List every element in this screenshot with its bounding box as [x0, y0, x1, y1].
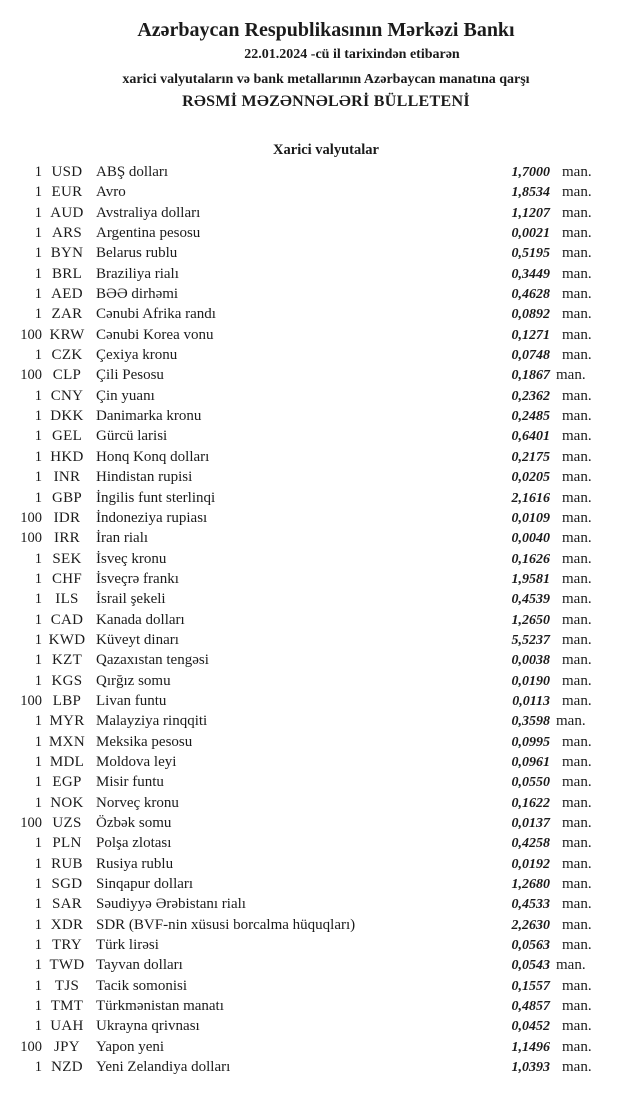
currency-code: HKD: [50, 448, 84, 465]
currency-name: Ukrayna qrivnası: [96, 1018, 200, 1035]
unit-quantity: 1: [34, 286, 42, 303]
currency-row: [0, 223, 620, 243]
exchange-rate-value: 2,1616: [511, 490, 550, 506]
unit-quantity: 100: [20, 326, 42, 343]
manat-unit-label: man.: [562, 977, 592, 994]
currency-row: [0, 833, 620, 853]
exchange-rate-value: 1,1207: [511, 205, 550, 221]
unit-quantity: 1: [34, 672, 42, 689]
currency-row: [0, 732, 620, 752]
unit-quantity: 1: [34, 184, 42, 201]
currency-name: Çin yuanı: [96, 387, 155, 404]
currency-code: MXN: [49, 733, 85, 750]
manat-unit-label: man.: [562, 652, 592, 669]
exchange-rate-value: 0,6401: [511, 429, 550, 445]
manat-unit-label: man.: [562, 530, 592, 547]
exchange-rate-value: 0,0961: [511, 754, 550, 770]
currency-row: [0, 752, 620, 772]
manat-unit-label: man.: [562, 428, 592, 445]
exchange-rate-value: 0,0563: [511, 938, 550, 954]
currency-code: USD: [51, 164, 83, 180]
unit-quantity: 1: [34, 977, 42, 994]
manat-unit-label: man.: [562, 855, 592, 872]
currency-code: LBP: [52, 692, 82, 709]
manat-unit-label: man.: [562, 611, 592, 628]
manat-unit-label: man.: [562, 753, 592, 770]
exchange-rate-value: 0,0892: [511, 307, 550, 323]
exchange-rate-value: 0,4258: [511, 836, 550, 852]
currency-name: İsrail şekeli: [96, 591, 166, 608]
currency-row: [0, 1016, 620, 1036]
unit-quantity: 1: [34, 753, 42, 770]
exchange-rate-value: 0,1867: [511, 368, 550, 384]
manat-unit-label: man.: [562, 387, 592, 404]
manat-unit-label: man.: [562, 570, 592, 587]
currency-name: Tacik somonisi: [96, 977, 188, 994]
currency-name: Polşa zlotası: [96, 835, 172, 852]
currency-name: Sinqapur dolları: [96, 876, 194, 893]
currency-row: [0, 508, 620, 528]
exchange-rate-value: 0,1271: [511, 327, 550, 343]
manat-unit-label: man.: [562, 631, 592, 648]
unit-quantity: 1: [34, 489, 42, 506]
rates-table: [0, 162, 620, 1077]
currency-code: NOK: [50, 794, 84, 811]
currency-code: MDL: [49, 753, 85, 770]
currency-name: Moldova leyi: [96, 753, 177, 770]
currency-name: Qazaxıstan tengəsi: [96, 652, 209, 669]
manat-unit-label: man.: [562, 184, 592, 201]
currency-name: Çili Pesosu: [96, 367, 164, 384]
currency-code: BYN: [50, 245, 84, 262]
currency-name: Səudiyyə Ərəbistanı rialı: [96, 896, 246, 913]
manat-unit-label: man.: [562, 815, 592, 831]
exchange-rate-value: 0,4533: [511, 897, 550, 913]
exchange-rate-value: 0,0040: [511, 531, 550, 547]
unit-quantity: 1: [34, 916, 42, 933]
subject-line: xarici valyutaların və bank metallarının Azərbaycan manatına qarşı: [122, 72, 530, 87]
unit-quantity: 1: [34, 448, 42, 465]
exchange-rate-value: 5,5237: [511, 632, 550, 648]
currency-code: INR: [53, 469, 81, 486]
manat-unit-label: man.: [562, 591, 592, 608]
unit-quantity: 100: [20, 367, 42, 384]
unit-quantity: 1: [34, 733, 42, 750]
unit-quantity: 1: [34, 713, 42, 730]
currency-name: Kanada dolları: [96, 611, 185, 628]
unit-quantity: 100: [20, 815, 42, 831]
effective-date-line: 22.01.2024 -cü il tarixindən etibarən: [244, 47, 460, 62]
exchange-rate-value: 0,0452: [511, 1019, 550, 1035]
currency-name: Danimarka kronu: [96, 408, 202, 425]
currency-name: Qırğız somu: [96, 672, 171, 689]
currency-row: [0, 1057, 620, 1077]
unit-quantity: 1: [34, 306, 42, 323]
unit-quantity: 100: [20, 530, 42, 547]
currency-name: Özbək somu: [96, 815, 172, 831]
currency-name: Meksika pesosu: [96, 733, 193, 750]
unit-quantity: 1: [34, 428, 42, 445]
manat-unit-label: man.: [562, 326, 592, 343]
currency-code: UAH: [50, 1018, 84, 1035]
currency-name: Avstraliya dolları: [96, 204, 201, 221]
exchange-rate-value: 0,0543: [511, 958, 550, 974]
currency-name: Braziliya rialı: [96, 265, 179, 282]
currency-row: [0, 955, 620, 975]
manat-unit-label: man.: [562, 448, 592, 465]
currency-row: [0, 467, 620, 487]
currency-code: SAR: [51, 896, 83, 913]
currency-code: GBP: [51, 489, 83, 506]
currency-code: RUB: [51, 855, 83, 872]
unit-quantity: 1: [34, 937, 42, 954]
exchange-rate-value: 0,3449: [511, 266, 550, 282]
currency-name: Çexiya kronu: [96, 347, 178, 364]
exchange-rate-value: 0,0190: [511, 673, 550, 689]
currency-code: SGD: [51, 876, 83, 893]
currency-row: [0, 304, 620, 324]
currency-name: Avro: [96, 184, 126, 201]
currency-row: [0, 426, 620, 446]
exchange-rate-value: 1,1496: [511, 1039, 550, 1055]
currency-code: XDR: [50, 916, 84, 933]
currency-code: EGP: [52, 774, 82, 791]
currency-row: [0, 935, 620, 955]
currency-row: [0, 162, 620, 182]
unit-quantity: 1: [34, 998, 42, 1015]
manat-unit-label: man.: [562, 306, 592, 323]
manat-unit-label: man.: [562, 245, 592, 262]
currency-name: Livan funtu: [96, 692, 167, 709]
currency-code: CAD: [50, 611, 84, 628]
currency-code: BRL: [51, 265, 83, 282]
unit-quantity: 1: [34, 164, 42, 180]
exchange-rate-value: 1,2680: [511, 877, 550, 893]
currency-code: AUD: [50, 204, 84, 221]
manat-unit-label: man.: [562, 204, 592, 221]
unit-quantity: 1: [34, 794, 42, 811]
currency-row: [0, 711, 620, 731]
currency-row: [0, 915, 620, 935]
exchange-rate-value: 0,1626: [511, 551, 550, 567]
manat-unit-label: man.: [562, 225, 592, 242]
bank-title: Azərbaycan Respublikasının Mərkəzi Bankı: [137, 19, 515, 41]
currency-code: SEK: [52, 550, 82, 567]
exchange-rate-value: 0,0021: [511, 226, 550, 242]
exchange-rate-value: 0,2485: [511, 409, 550, 425]
currency-name: Yeni Zelandiya dolları: [96, 1059, 231, 1076]
exchange-rate-value: 0,4539: [511, 592, 550, 608]
currency-code: ILS: [55, 591, 79, 608]
exchange-rate-value: 0,0205: [511, 470, 550, 486]
currency-code: NZD: [51, 1059, 83, 1076]
currency-code: DKK: [50, 408, 84, 425]
currency-row: [0, 610, 620, 630]
manat-unit-label: man.: [562, 408, 592, 425]
currency-row: [0, 589, 620, 609]
unit-quantity: 1: [34, 611, 42, 628]
currency-row: [0, 325, 620, 345]
manat-unit-label: man.: [562, 469, 592, 486]
currency-code: PLN: [52, 835, 82, 852]
currency-row: [0, 650, 620, 670]
unit-quantity: 1: [34, 225, 42, 242]
exchange-rate-value: 0,5195: [511, 246, 550, 262]
currency-code: IRR: [54, 530, 80, 547]
currency-code: ARS: [51, 225, 83, 242]
currency-row: [0, 976, 620, 996]
currency-code: TMT: [50, 998, 84, 1015]
manat-unit-label: man.: [562, 998, 592, 1015]
currency-row: [0, 1037, 620, 1057]
currency-code: AED: [51, 286, 83, 303]
currency-code: GEL: [51, 428, 83, 445]
manat-unit-label: man.: [562, 1059, 592, 1076]
currency-code: KZT: [51, 652, 83, 669]
currency-name: İngilis funt sterlinqi: [96, 489, 216, 506]
currency-code: CHF: [51, 570, 83, 587]
currency-name: Misir funtu: [96, 774, 164, 791]
exchange-rate-value: 0,0192: [511, 856, 550, 872]
currency-name: İran rialı: [96, 530, 149, 547]
currency-name: ABŞ dolları: [96, 164, 169, 180]
exchange-rate-value: 1,9581: [511, 571, 550, 587]
currency-row: [0, 488, 620, 508]
exchange-rate-value: 0,0137: [511, 816, 550, 831]
exchange-rate-value: 0,1557: [511, 978, 550, 994]
manat-unit-label: man.: [562, 774, 592, 791]
unit-quantity: 1: [34, 1059, 42, 1076]
currency-code: TWD: [49, 957, 85, 974]
currency-name: İsveçrə frankı: [96, 570, 179, 587]
manat-unit-label: man.: [562, 916, 592, 933]
currency-code: KRW: [49, 326, 85, 343]
manat-unit-label: man.: [562, 286, 592, 303]
currency-name: Rusiya rublu: [96, 855, 174, 872]
manat-unit-label: man.: [562, 794, 592, 811]
manat-unit-label: man.: [562, 550, 592, 567]
currency-row: [0, 528, 620, 548]
unit-quantity: 1: [34, 408, 42, 425]
currency-row: [0, 854, 620, 874]
manat-unit-label: man.: [562, 347, 592, 364]
currency-code: CLP: [52, 367, 82, 384]
exchange-rate-value: 1,8534: [511, 185, 550, 201]
exchange-rate-value: 0,0038: [511, 653, 550, 669]
currency-name: Türkmənistan manatı: [96, 998, 224, 1015]
unit-quantity: 1: [34, 1018, 42, 1035]
currency-row: [0, 549, 620, 569]
currency-row: [0, 345, 620, 365]
manat-unit-label: man.: [562, 164, 592, 180]
manat-unit-label: man.: [556, 957, 586, 974]
manat-unit-label: man.: [562, 672, 592, 689]
currency-name: Honq Konq dolları: [96, 448, 210, 465]
currency-code: TJS: [54, 977, 80, 994]
currency-name: Hindistan rupisi: [96, 469, 193, 486]
exchange-rate-value: 1,7000: [511, 165, 550, 180]
exchange-rate-value: 0,1622: [511, 795, 550, 811]
exchange-rate-value: 1,2650: [511, 612, 550, 628]
manat-unit-label: man.: [556, 367, 586, 384]
exchange-rate-value: 0,2362: [511, 388, 550, 404]
manat-unit-label: man.: [562, 265, 592, 282]
unit-quantity: 100: [20, 1038, 42, 1055]
bulletin-title: RƏSMİ MƏZƏNNƏLƏRİ BÜLLETENİ: [182, 93, 470, 110]
unit-quantity: 1: [34, 550, 42, 567]
currency-row: [0, 996, 620, 1016]
currency-name: Argentina pesosu: [96, 225, 201, 242]
currency-code: ZAR: [51, 306, 83, 323]
unit-quantity: 1: [34, 204, 42, 221]
currency-row: [0, 406, 620, 426]
manat-unit-label: man.: [562, 509, 592, 526]
manat-unit-label: man.: [562, 489, 592, 506]
currency-code: CZK: [51, 347, 83, 364]
manat-unit-label: man.: [562, 937, 592, 954]
exchange-rate-value: 0,0995: [511, 734, 550, 750]
currency-name: Cənubi Korea vonu: [96, 326, 214, 343]
currency-row: [0, 793, 620, 813]
exchange-rate-value: 0,0109: [511, 510, 550, 526]
currency-name: Küveyt dinarı: [96, 631, 179, 648]
unit-quantity: 1: [34, 855, 42, 872]
currency-row: [0, 284, 620, 304]
unit-quantity: 1: [34, 631, 42, 648]
unit-quantity: 1: [34, 387, 42, 404]
currency-row: [0, 386, 620, 406]
currency-row: [0, 243, 620, 263]
currency-name: Yapon yeni: [96, 1038, 165, 1055]
exchange-rate-value: 1,0393: [511, 1060, 550, 1076]
currency-name: Tayvan dolları: [96, 957, 183, 974]
unit-quantity: 1: [34, 591, 42, 608]
unit-quantity: 1: [34, 469, 42, 486]
currency-row: [0, 182, 620, 202]
currency-row: [0, 772, 620, 792]
currency-name: Norveç kronu: [96, 794, 179, 811]
unit-quantity: 1: [34, 835, 42, 852]
currency-row: [0, 365, 620, 385]
unit-quantity: 1: [34, 896, 42, 913]
unit-quantity: 1: [34, 347, 42, 364]
exchange-rate-value: 0,4857: [511, 999, 550, 1015]
exchange-rate-value: 0,0550: [511, 775, 550, 791]
currency-row: [0, 813, 620, 833]
currency-name: BƏƏ dirhəmi: [96, 286, 179, 303]
currency-code: CNY: [50, 387, 84, 404]
unit-quantity: 1: [34, 876, 42, 893]
exchange-rate-value: 0,2175: [511, 449, 550, 465]
unit-quantity: 1: [34, 245, 42, 262]
currency-code: KWD: [48, 631, 86, 648]
exchange-rate-value: 0,3598: [511, 714, 550, 730]
currency-name: İndoneziya rupiası: [96, 509, 208, 526]
manat-unit-label: man.: [562, 1038, 592, 1055]
currency-row: [0, 569, 620, 589]
currency-name: SDR (BVF-nin xüsusi borcalma hüquqları): [96, 916, 356, 933]
exchange-rate-value: 0,4628: [511, 287, 550, 303]
currency-name: İsveç kronu: [96, 550, 167, 567]
currency-row: [0, 630, 620, 650]
currency-row: [0, 671, 620, 691]
currency-name: Türk lirəsi: [96, 937, 159, 954]
currency-code: JPY: [54, 1038, 80, 1055]
manat-unit-label: man.: [562, 733, 592, 750]
section-title-foreign-currencies: Xarici valyutalar: [273, 142, 379, 158]
unit-quantity: 100: [20, 692, 42, 709]
currency-row: [0, 447, 620, 467]
currency-name: Belarus rublu: [96, 245, 178, 262]
manat-unit-label: man.: [562, 896, 592, 913]
unit-quantity: 1: [34, 570, 42, 587]
currency-name: Malayziya rinqqiti: [96, 713, 208, 730]
currency-code: TRY: [51, 937, 83, 954]
exchange-rate-value: 0,0113: [512, 693, 550, 709]
currency-row: [0, 203, 620, 223]
currency-row: [0, 874, 620, 894]
currency-code: UZS: [52, 815, 82, 831]
currency-row: [0, 264, 620, 284]
unit-quantity: 1: [34, 774, 42, 791]
currency-code: KGS: [51, 672, 83, 689]
unit-quantity: 100: [20, 509, 42, 526]
bulletin-header: [0, 20, 620, 110]
manat-unit-label: man.: [562, 876, 592, 893]
manat-unit-label: man.: [562, 1018, 592, 1035]
unit-quantity: 1: [34, 957, 42, 974]
manat-unit-label: man.: [562, 835, 592, 852]
currency-row: [0, 691, 620, 711]
manat-unit-label: man.: [562, 692, 592, 709]
currency-row: [0, 894, 620, 914]
exchange-rate-value: 0,0748: [511, 348, 550, 364]
unit-quantity: 1: [34, 652, 42, 669]
currency-name: Cənubi Afrika randı: [96, 306, 216, 323]
currency-code: MYR: [49, 713, 85, 730]
unit-quantity: 1: [34, 265, 42, 282]
currency-code: IDR: [53, 509, 81, 526]
manat-unit-label: man.: [556, 713, 586, 730]
exchange-rate-value: 2,2630: [511, 917, 550, 933]
currency-name: Gürcü larisi: [96, 428, 168, 445]
currency-code: EUR: [51, 184, 83, 201]
